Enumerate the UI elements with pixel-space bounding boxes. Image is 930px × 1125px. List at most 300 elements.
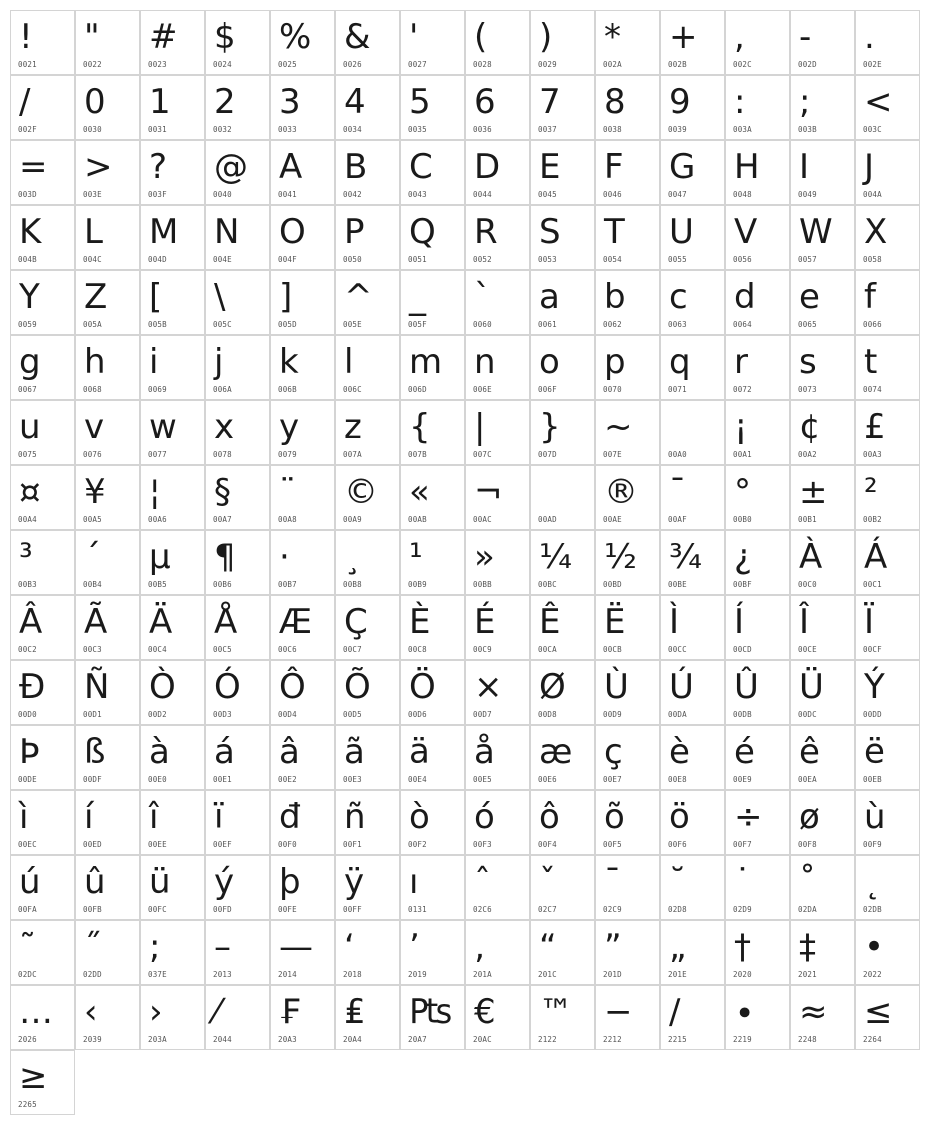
glyph-cell[interactable] (790, 595, 855, 660)
glyph-cell[interactable] (140, 465, 205, 530)
glyph-cell[interactable] (10, 400, 75, 465)
glyph-cell[interactable] (75, 335, 140, 400)
glyph-cell[interactable] (335, 75, 400, 140)
glyph-cell[interactable] (855, 855, 920, 920)
glyph-cell[interactable] (725, 75, 790, 140)
glyph-cell[interactable] (595, 400, 660, 465)
glyph-cell[interactable] (75, 985, 140, 1050)
glyph-cell[interactable] (140, 400, 205, 465)
glyph-codepoint: 00B8 (343, 580, 362, 589)
glyph-char: x (214, 407, 235, 447)
glyph-cell[interactable] (465, 855, 530, 920)
glyph-cell[interactable] (725, 140, 790, 205)
glyph-cell[interactable] (140, 855, 205, 920)
glyph-cell[interactable] (465, 465, 530, 530)
glyph-cell[interactable] (140, 140, 205, 205)
glyph-cell[interactable] (335, 205, 400, 270)
glyph-cell[interactable] (10, 205, 75, 270)
glyph-cell[interactable] (855, 335, 920, 400)
glyph-cell[interactable] (400, 595, 465, 660)
glyph-cell[interactable] (205, 465, 270, 530)
glyph-cell[interactable] (660, 10, 725, 75)
glyph-char: Æ (279, 602, 313, 642)
glyph-char: Y (19, 277, 40, 317)
glyph-cell[interactable] (400, 400, 465, 465)
glyph-codepoint: 00D3 (213, 710, 232, 719)
glyph-cell[interactable] (335, 725, 400, 790)
glyph-codepoint: 00C9 (473, 645, 492, 654)
glyph-cell[interactable] (400, 725, 465, 790)
glyph-cell[interactable] (400, 465, 465, 530)
glyph-cell[interactable] (75, 725, 140, 790)
glyph-cell[interactable] (595, 985, 660, 1050)
glyph-cell[interactable] (270, 10, 335, 75)
glyph-cell[interactable] (660, 920, 725, 985)
glyph-cell[interactable] (335, 985, 400, 1050)
glyph-cell[interactable] (530, 595, 595, 660)
glyph-cell[interactable] (400, 270, 465, 335)
glyph-cell[interactable] (335, 140, 400, 205)
glyph-cell[interactable] (75, 790, 140, 855)
glyph-cell[interactable] (855, 790, 920, 855)
glyph-cell[interactable] (725, 465, 790, 530)
glyph-cell[interactable] (10, 920, 75, 985)
glyph-cell[interactable] (10, 530, 75, 595)
glyph-cell[interactable] (205, 75, 270, 140)
glyph-codepoint: 0022 (83, 60, 102, 69)
glyph-cell[interactable] (790, 270, 855, 335)
glyph-cell[interactable] (530, 140, 595, 205)
glyph-cell[interactable] (205, 10, 270, 75)
glyph-cell[interactable] (660, 855, 725, 920)
glyph-codepoint: 0034 (343, 125, 362, 134)
glyph-char: v (84, 407, 105, 447)
glyph-cell[interactable] (595, 920, 660, 985)
glyph-cell[interactable] (270, 140, 335, 205)
glyph-cell[interactable] (10, 270, 75, 335)
glyph-cell[interactable] (205, 920, 270, 985)
glyph-cell[interactable] (660, 205, 725, 270)
glyph-cell[interactable] (270, 335, 335, 400)
glyph-cell[interactable] (400, 855, 465, 920)
glyph-char: ÿ (344, 862, 365, 902)
glyph-cell[interactable] (725, 530, 790, 595)
glyph-codepoint: 0035 (408, 125, 427, 134)
glyph-char: ã (344, 732, 365, 772)
glyph-cell[interactable] (530, 270, 595, 335)
glyph-cell[interactable] (140, 205, 205, 270)
glyph-cell[interactable] (725, 400, 790, 465)
glyph-cell[interactable] (465, 920, 530, 985)
glyph-cell[interactable] (400, 75, 465, 140)
glyph-codepoint: 00D2 (148, 710, 167, 719)
glyph-cell[interactable] (270, 205, 335, 270)
glyph-codepoint: 0044 (473, 190, 492, 199)
glyph-cell[interactable] (205, 985, 270, 1050)
glyph-codepoint: 004E (213, 255, 232, 264)
glyph-codepoint: 00B0 (733, 515, 752, 524)
glyph-cell[interactable] (335, 10, 400, 75)
glyph-cell[interactable] (400, 985, 465, 1050)
glyph-cell[interactable] (270, 725, 335, 790)
glyph-cell[interactable] (725, 10, 790, 75)
glyph-cell[interactable] (595, 205, 660, 270)
glyph-codepoint: 2212 (603, 1035, 622, 1044)
glyph-cell[interactable] (270, 660, 335, 725)
glyph-cell[interactable] (205, 335, 270, 400)
glyph-char: \ (214, 277, 226, 317)
glyph-codepoint: 0131 (408, 905, 427, 914)
glyph-cell[interactable] (595, 10, 660, 75)
glyph-cell[interactable] (790, 920, 855, 985)
glyph-codepoint: 007C (473, 450, 492, 459)
glyph-cell[interactable] (140, 790, 205, 855)
glyph-codepoint: 00BF (733, 580, 752, 589)
glyph-cell[interactable] (400, 920, 465, 985)
glyph-cell[interactable] (10, 790, 75, 855)
glyph-codepoint: 0036 (473, 125, 492, 134)
glyph-cell[interactable] (140, 985, 205, 1050)
glyph-cell[interactable] (400, 335, 465, 400)
glyph-cell[interactable] (10, 335, 75, 400)
glyph-cell[interactable] (465, 140, 530, 205)
glyph-char: à (149, 732, 170, 772)
glyph-codepoint: 0066 (863, 320, 882, 329)
glyph-cell[interactable] (595, 75, 660, 140)
glyph-codepoint: 201A (473, 970, 492, 979)
glyph-cell[interactable] (530, 660, 595, 725)
glyph-codepoint: 0072 (733, 385, 752, 394)
glyph-codepoint: 0073 (798, 385, 817, 394)
glyph-char: c (669, 277, 688, 317)
glyph-cell[interactable] (205, 400, 270, 465)
glyph-cell[interactable] (465, 595, 530, 660)
glyph-cell[interactable] (465, 985, 530, 1050)
glyph-cell[interactable] (10, 1050, 75, 1115)
glyph-cell[interactable] (725, 270, 790, 335)
glyph-char: ˆ (474, 862, 491, 902)
glyph-cell[interactable] (205, 205, 270, 270)
glyph-cell[interactable] (855, 920, 920, 985)
glyph-cell[interactable] (10, 985, 75, 1050)
glyph-cell[interactable] (75, 75, 140, 140)
glyph-cell[interactable] (205, 270, 270, 335)
glyph-cell[interactable] (140, 920, 205, 985)
glyph-cell[interactable] (75, 400, 140, 465)
glyph-cell[interactable] (530, 465, 595, 530)
glyph-cell[interactable] (140, 335, 205, 400)
glyph-codepoint: 0023 (148, 60, 167, 69)
glyph-cell[interactable] (205, 530, 270, 595)
glyph-cell[interactable] (660, 790, 725, 855)
glyph-cell[interactable] (790, 725, 855, 790)
glyph-codepoint: 2014 (278, 970, 297, 979)
glyph-cell[interactable] (855, 660, 920, 725)
glyph-cell[interactable] (790, 400, 855, 465)
glyph-char: ¯ (669, 472, 686, 512)
glyph-cell[interactable] (465, 10, 530, 75)
glyph-char: X (864, 212, 888, 252)
glyph-cell[interactable] (530, 530, 595, 595)
glyph-codepoint: 002D (798, 60, 817, 69)
glyph-codepoint: 0063 (668, 320, 687, 329)
glyph-cell[interactable] (530, 400, 595, 465)
glyph-cell[interactable] (530, 75, 595, 140)
glyph-cell[interactable] (465, 400, 530, 465)
glyph-cell[interactable] (660, 660, 725, 725)
glyph-char: ^ (344, 277, 373, 317)
glyph-cell[interactable] (725, 205, 790, 270)
glyph-cell[interactable] (465, 205, 530, 270)
glyph-cell[interactable] (10, 75, 75, 140)
glyph-cell[interactable] (855, 595, 920, 660)
glyph-cell[interactable] (400, 660, 465, 725)
glyph-cell[interactable] (335, 335, 400, 400)
glyph-cell[interactable] (660, 270, 725, 335)
glyph-cell[interactable] (855, 75, 920, 140)
glyph-char: w (149, 407, 177, 447)
glyph-cell[interactable] (660, 335, 725, 400)
glyph-cell[interactable] (595, 530, 660, 595)
glyph-cell[interactable] (595, 140, 660, 205)
glyph-cell[interactable] (855, 985, 920, 1050)
glyph-cell[interactable] (270, 465, 335, 530)
glyph-codepoint: 00BB (473, 580, 492, 589)
glyph-cell[interactable] (335, 855, 400, 920)
glyph-cell[interactable] (725, 595, 790, 660)
glyph-cell[interactable] (660, 530, 725, 595)
glyph-char: û (84, 862, 106, 902)
glyph-cell[interactable] (465, 270, 530, 335)
glyph-char: í (84, 797, 94, 837)
glyph-cell[interactable] (725, 790, 790, 855)
glyph-cell[interactable] (140, 75, 205, 140)
glyph-cell[interactable] (790, 10, 855, 75)
glyph-cell[interactable] (335, 400, 400, 465)
glyph-cell[interactable] (855, 530, 920, 595)
glyph-cell[interactable] (75, 270, 140, 335)
glyph-cell[interactable] (530, 10, 595, 75)
glyph-cell[interactable] (790, 530, 855, 595)
glyph-cell[interactable] (335, 660, 400, 725)
glyph-cell[interactable] (270, 595, 335, 660)
glyph-cell[interactable] (10, 140, 75, 205)
glyph-cell[interactable] (660, 465, 725, 530)
glyph-cell[interactable] (400, 530, 465, 595)
glyph-char: s (799, 342, 817, 382)
glyph-cell[interactable] (855, 10, 920, 75)
glyph-cell[interactable] (530, 790, 595, 855)
glyph-cell[interactable] (855, 205, 920, 270)
glyph-cell[interactable] (270, 985, 335, 1050)
glyph-char: Ð (19, 667, 46, 707)
glyph-cell[interactable] (335, 530, 400, 595)
glyph-cell[interactable] (465, 335, 530, 400)
glyph-cell[interactable] (530, 205, 595, 270)
glyph-cell[interactable] (530, 335, 595, 400)
glyph-codepoint: 00EE (148, 840, 167, 849)
glyph-cell[interactable] (855, 270, 920, 335)
glyph-cell[interactable] (140, 660, 205, 725)
glyph-cell[interactable] (205, 660, 270, 725)
glyph-cell[interactable] (75, 530, 140, 595)
glyph-cell[interactable] (75, 855, 140, 920)
glyph-cell[interactable] (855, 465, 920, 530)
glyph-cell[interactable] (10, 725, 75, 790)
glyph-cell[interactable] (335, 595, 400, 660)
glyph-cell[interactable] (790, 855, 855, 920)
glyph-codepoint: 00F3 (473, 840, 492, 849)
glyph-cell[interactable] (10, 465, 75, 530)
glyph-cell[interactable] (595, 725, 660, 790)
glyph-cell[interactable] (660, 595, 725, 660)
glyph-cell[interactable] (790, 790, 855, 855)
glyph-cell[interactable] (270, 530, 335, 595)
glyph-cell[interactable] (465, 75, 530, 140)
glyph-codepoint: 00A7 (213, 515, 232, 524)
glyph-cell[interactable] (595, 465, 660, 530)
glyph-cell[interactable] (75, 660, 140, 725)
glyph-cell[interactable] (790, 205, 855, 270)
glyph-char: ˇ (539, 862, 556, 902)
glyph-codepoint: 00BD (603, 580, 622, 589)
glyph-cell[interactable] (10, 10, 75, 75)
glyph-char: È (409, 602, 431, 642)
glyph-char: ¹ (409, 537, 423, 577)
glyph-char: / (19, 82, 31, 122)
glyph-cell[interactable] (75, 140, 140, 205)
glyph-cell[interactable] (725, 725, 790, 790)
glyph-codepoint: 00A2 (798, 450, 817, 459)
glyph-char: đ (279, 797, 301, 837)
glyph-cell[interactable] (140, 270, 205, 335)
glyph-codepoint: 00A6 (148, 515, 167, 524)
glyph-cell[interactable] (725, 660, 790, 725)
glyph-cell[interactable] (205, 725, 270, 790)
glyph-cell[interactable] (530, 855, 595, 920)
glyph-cell[interactable] (855, 725, 920, 790)
glyph-char: ' (409, 17, 419, 57)
glyph-cell[interactable] (660, 75, 725, 140)
glyph-cell[interactable] (335, 920, 400, 985)
glyph-cell[interactable] (140, 530, 205, 595)
glyph-cell[interactable] (595, 270, 660, 335)
glyph-codepoint: 00E3 (343, 775, 362, 784)
glyph-cell[interactable] (270, 400, 335, 465)
glyph-codepoint: 00A0 (668, 450, 687, 459)
glyph-cell[interactable] (465, 725, 530, 790)
glyph-cell[interactable] (855, 400, 920, 465)
glyph-cell[interactable] (790, 985, 855, 1050)
glyph-char: › (149, 992, 163, 1032)
glyph-cell[interactable] (75, 595, 140, 660)
glyph-cell[interactable] (790, 660, 855, 725)
glyph-cell[interactable] (205, 790, 270, 855)
glyph-cell[interactable] (660, 400, 725, 465)
glyph-codepoint: 0047 (668, 190, 687, 199)
glyph-cell[interactable] (205, 140, 270, 205)
glyph-char: 0 (84, 82, 106, 122)
glyph-cell[interactable] (465, 790, 530, 855)
glyph-cell[interactable] (205, 855, 270, 920)
glyph-cell[interactable] (140, 595, 205, 660)
glyph-cell[interactable] (530, 920, 595, 985)
glyph-cell[interactable] (335, 790, 400, 855)
glyph-cell[interactable] (790, 465, 855, 530)
glyph-cell[interactable] (270, 270, 335, 335)
glyph-cell[interactable] (855, 140, 920, 205)
glyph-codepoint: 00AE (603, 515, 622, 524)
glyph-cell[interactable] (10, 595, 75, 660)
glyph-cell[interactable] (725, 855, 790, 920)
glyph-cell[interactable] (660, 725, 725, 790)
glyph-char: j (214, 342, 224, 382)
glyph-cell[interactable] (270, 75, 335, 140)
glyph-cell[interactable] (270, 855, 335, 920)
glyph-cell[interactable] (530, 725, 595, 790)
glyph-cell[interactable] (75, 920, 140, 985)
glyph-codepoint: 0029 (538, 60, 557, 69)
glyph-cell[interactable] (10, 855, 75, 920)
glyph-cell[interactable] (790, 140, 855, 205)
glyph-cell[interactable] (270, 920, 335, 985)
glyph-cell[interactable] (660, 985, 725, 1050)
glyph-cell[interactable] (660, 140, 725, 205)
glyph-cell[interactable] (595, 335, 660, 400)
glyph-cell[interactable] (400, 790, 465, 855)
glyph-codepoint: 00E6 (538, 775, 557, 784)
glyph-cell[interactable] (335, 270, 400, 335)
glyph-char: q (669, 342, 691, 382)
glyph-cell[interactable] (595, 595, 660, 660)
glyph-cell[interactable] (140, 725, 205, 790)
glyph-cell[interactable] (270, 790, 335, 855)
glyph-cell[interactable] (140, 10, 205, 75)
glyph-cell[interactable] (595, 790, 660, 855)
glyph-cell[interactable] (790, 335, 855, 400)
glyph-cell[interactable] (725, 985, 790, 1050)
glyph-cell[interactable] (465, 530, 530, 595)
glyph-cell[interactable] (75, 205, 140, 270)
glyph-codepoint: 0077 (148, 450, 167, 459)
glyph-cell[interactable] (205, 595, 270, 660)
glyph-cell[interactable] (10, 660, 75, 725)
glyph-cell[interactable] (725, 920, 790, 985)
glyph-cell[interactable] (595, 660, 660, 725)
glyph-codepoint: 0061 (538, 320, 557, 329)
glyph-cell[interactable] (75, 10, 140, 75)
glyph-cell[interactable] (400, 10, 465, 75)
glyph-char: „ (669, 927, 687, 967)
glyph-cell[interactable] (790, 75, 855, 140)
glyph-char: Þ (19, 732, 40, 772)
glyph-codepoint: 201C (538, 970, 557, 979)
glyph-cell[interactable] (400, 205, 465, 270)
glyph-codepoint: 00D4 (278, 710, 297, 719)
glyph-cell[interactable] (530, 985, 595, 1050)
glyph-cell[interactable] (465, 660, 530, 725)
glyph-cell[interactable] (725, 335, 790, 400)
glyph-cell[interactable] (400, 140, 465, 205)
glyph-codepoint: 2215 (668, 1035, 687, 1044)
glyph-char: Ü (799, 667, 824, 707)
glyph-cell[interactable] (75, 465, 140, 530)
glyph-cell[interactable] (335, 465, 400, 530)
glyph-char: ö (669, 797, 690, 837)
glyph-char: ˛ (864, 862, 881, 902)
glyph-cell[interactable] (595, 855, 660, 920)
glyph-codepoint: 0052 (473, 255, 492, 264)
